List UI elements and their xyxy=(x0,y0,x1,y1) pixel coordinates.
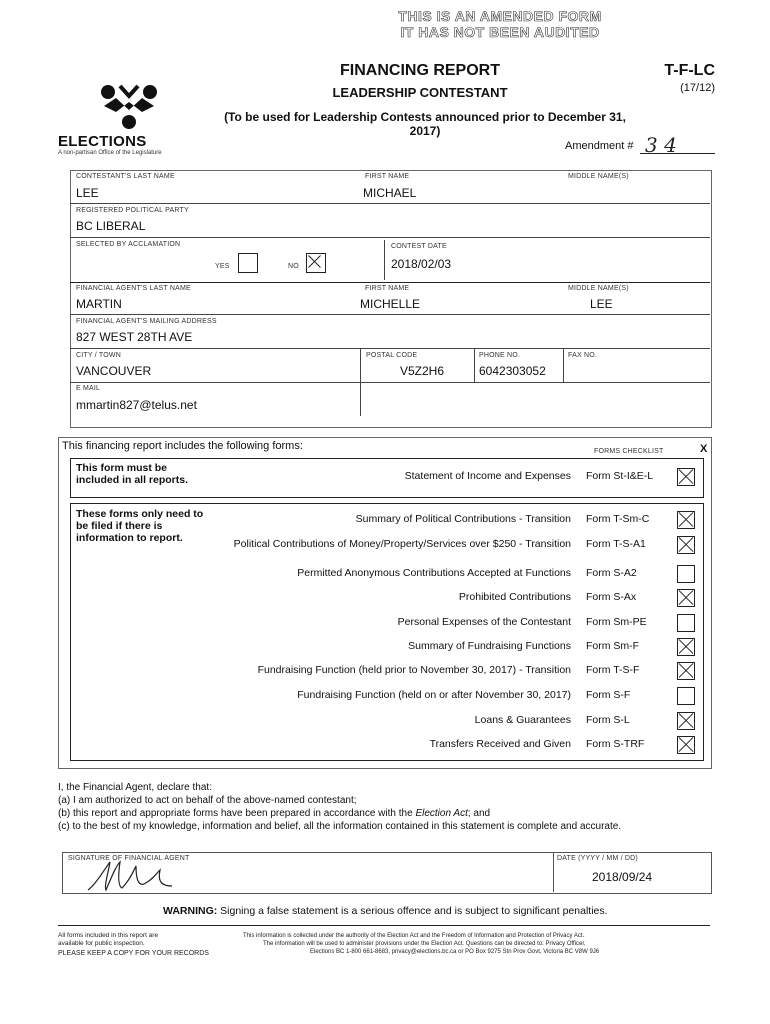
divider xyxy=(70,314,710,315)
form-row-description: Personal Expenses of the Contestant xyxy=(397,616,571,628)
form-row-code: Form S-F xyxy=(586,689,631,701)
form-row-description: Prohibited Contributions xyxy=(458,591,571,603)
signature-icon xyxy=(82,856,202,896)
contestant-last-name-label: CONTESTANT'S LAST NAME xyxy=(76,173,175,180)
form-row-checkbox[interactable] xyxy=(677,614,695,632)
footer-left-2: available for public inspection. xyxy=(58,940,145,947)
form-row-code: Form T-S-F xyxy=(586,664,640,676)
divider xyxy=(360,348,361,382)
optional-group-label: These forms only need to be filed if there is information to report. xyxy=(76,508,204,544)
stamp-line-1: THIS IS AN AMENDED FORM xyxy=(398,8,602,24)
form-row-code: Form St-I&E-L xyxy=(586,470,654,482)
agent-middle-name-label: MIDDLE NAME(S) xyxy=(568,285,629,292)
agent-middle-name[interactable]: LEE xyxy=(590,297,613,311)
form-row-code: Form T-Sm-C xyxy=(586,513,650,525)
form-version: (17/12) xyxy=(680,82,715,94)
acclamation-no-checkbox[interactable] xyxy=(306,253,326,273)
form-row-checkbox[interactable] xyxy=(677,638,695,656)
date-label: DATE (YYYY / MM / DD) xyxy=(557,855,638,862)
warning-label: WARNING: xyxy=(163,905,218,917)
footer-left-1: All forms included in this report are xyxy=(58,932,159,939)
declaration-intro: I, the Financial Agent, declare that: xyxy=(58,782,212,793)
agent-city[interactable]: VANCOUVER xyxy=(76,364,152,378)
divider xyxy=(70,237,710,238)
divider xyxy=(70,282,710,283)
acclamation-yes-checkbox[interactable] xyxy=(238,253,258,273)
form-row-code: Form S-TRF xyxy=(586,738,645,750)
form-row-checkbox[interactable] xyxy=(677,687,695,705)
form-row-description: Statement of Income and Expenses xyxy=(404,470,571,482)
form-row-description: Permitted Anonymous Contributions Accepted at Functions xyxy=(297,567,571,579)
contestant-last-name[interactable]: LEE xyxy=(76,186,99,200)
amendment-underline xyxy=(640,153,715,154)
amendment-label: Amendment # xyxy=(565,140,634,152)
form-row-checkbox[interactable] xyxy=(677,565,695,583)
form-row-code: Form T-S-A1 xyxy=(586,538,646,550)
contest-date-label: CONTEST DATE xyxy=(391,243,447,250)
form-row-description: Transfers Received and Given xyxy=(429,738,571,750)
divider xyxy=(58,925,710,926)
contestant-middle-name-label: MIDDLE NAME(S) xyxy=(568,173,629,180)
form-row-code: Form S-Ax xyxy=(586,591,637,603)
footer-left-3: PLEASE KEEP A COPY FOR YOUR RECORDS xyxy=(58,950,209,957)
form-row-checkbox[interactable] xyxy=(677,511,695,529)
form-row-code: Form S-A2 xyxy=(586,567,637,579)
form-code: T-F-LC xyxy=(664,62,715,79)
agent-last-name-label: FINANCIAL AGENT'S LAST NAME xyxy=(76,285,191,292)
warning-line xyxy=(163,905,608,917)
agent-address-label: FINANCIAL AGENT'S MAILING ADDRESS xyxy=(76,318,217,325)
footer-right-3: Elections BC 1-800 661-8683, privacy@elections.bc.ca or PO Box 9275 Stn Prov Govt, Victoria BC V8W 9J6 xyxy=(310,949,600,955)
form-row-description: Loans & Guarantees xyxy=(474,714,571,726)
stamp-line-2: IT HAS NOT BEEN AUDITED xyxy=(400,24,600,40)
form-row-description: Summary of Fundraising Functions xyxy=(408,640,571,652)
contest-date[interactable]: 2018/02/03 xyxy=(391,257,452,271)
agent-address[interactable]: 827 WEST 28TH AVE xyxy=(76,330,193,344)
form-row-description: Fundraising Function (held prior to November 30, 2017) - Transition xyxy=(257,664,571,676)
forms-intro: This financing report includes the following forms: xyxy=(62,440,303,452)
divider xyxy=(360,382,361,416)
divider xyxy=(553,852,554,892)
page-subtitle: LEADERSHIP CONTESTANT xyxy=(332,85,508,100)
agent-fax-label: FAX NO. xyxy=(568,352,598,359)
form-row-checkbox[interactable] xyxy=(677,712,695,730)
usage-note: (To be used for Leadership Contests announced prior to December 31, 2017) xyxy=(224,110,626,138)
divider xyxy=(563,348,564,382)
agent-first-name[interactable]: MICHELLE xyxy=(360,297,421,311)
declaration-c: (c) to the best of my knowledge, information and belief, all the information contained in this statement is complete and accurate. xyxy=(58,821,622,832)
agent-phone-label: PHONE NO. xyxy=(479,352,521,359)
form-row-checkbox[interactable] xyxy=(677,662,695,680)
form-row-code: Form S-L xyxy=(586,714,630,726)
divider xyxy=(474,348,475,382)
form-row-description: Political Contributions of Money/Property/Services over $250 - Transition xyxy=(233,538,571,550)
logo-text: ELECTIONS xyxy=(58,133,147,150)
form-row-checkbox[interactable] xyxy=(677,736,695,754)
agent-phone[interactable]: 6042303052 xyxy=(479,364,546,378)
party-value[interactable]: BC LIBERAL xyxy=(76,219,146,233)
signature-label: SIGNATURE OF FINANCIAL AGENT xyxy=(68,855,190,862)
page-title: FINANCING REPORT xyxy=(340,62,500,79)
amendment-value[interactable]: 3 4 xyxy=(645,133,677,157)
declaration-b-end: ; and xyxy=(467,808,491,819)
divider xyxy=(70,348,710,349)
form-row-code: Form Sm-PE xyxy=(586,616,647,628)
declaration-a: (a) I am authorized to act on behalf of the above-named contestant; xyxy=(58,795,357,806)
divider xyxy=(70,203,710,204)
acclamation-label: SELECTED BY ACCLAMATION xyxy=(76,241,181,248)
form-row-code: Form Sm-F xyxy=(586,640,640,652)
agent-last-name[interactable]: MARTIN xyxy=(76,297,122,311)
agent-email[interactable]: mmartin827@telus.net xyxy=(76,398,197,412)
divider xyxy=(384,240,385,280)
declaration-date[interactable]: 2018/09/24 xyxy=(592,870,653,884)
footer-right-2: The information will be used to administer provisions under the Election Act. Questions can be directed to: Privacy Officer, xyxy=(263,941,586,947)
form-row-checkbox[interactable] xyxy=(677,468,695,486)
agent-postal-label: POSTAL CODE xyxy=(366,352,418,359)
contestant-first-name-label: FIRST NAME xyxy=(365,173,410,180)
forms-checklist-x: X xyxy=(700,443,708,455)
warning-text: Signing a false statement is a serious offence and is subject to significant penalties. xyxy=(220,905,608,917)
declaration-b-text: (b) this report and appropriate forms have been prepared in accordance with the xyxy=(58,808,416,819)
elections-logo-icon xyxy=(96,78,162,134)
declaration-b xyxy=(58,808,490,819)
party-label: REGISTERED POLITICAL PARTY xyxy=(76,207,189,214)
form-row-checkbox[interactable] xyxy=(677,536,695,554)
required-group-label: This form must be included in all reports. xyxy=(76,462,189,486)
agent-email-label: E MAIL xyxy=(76,385,101,392)
form-row-checkbox[interactable] xyxy=(677,589,695,607)
form-row-description: Summary of Political Contributions - Transition xyxy=(355,513,571,525)
acclamation-no-label: NO xyxy=(288,263,299,270)
forms-checklist-label: FORMS CHECKLIST xyxy=(594,448,664,455)
amended-stamp xyxy=(380,8,620,40)
agent-first-name-label: FIRST NAME xyxy=(365,285,410,292)
agent-postal[interactable]: V5Z2H6 xyxy=(400,364,445,378)
logo-subtitle: A non-partisan Office of the Legislature xyxy=(58,150,162,156)
declaration-b-act: Election Act xyxy=(415,808,468,819)
form-row-description: Fundraising Function (held on or after November 30, 2017) xyxy=(297,689,571,701)
contestant-first-name[interactable]: MICHAEL xyxy=(363,186,417,200)
footer-right-1: This information is collected under the authority of the Election Act and the Freedom of Information and Protection of Privacy Act. xyxy=(243,933,585,939)
acclamation-yes-label: YES xyxy=(215,263,230,270)
divider xyxy=(70,382,710,383)
agent-city-label: CITY / TOWN xyxy=(76,352,121,359)
